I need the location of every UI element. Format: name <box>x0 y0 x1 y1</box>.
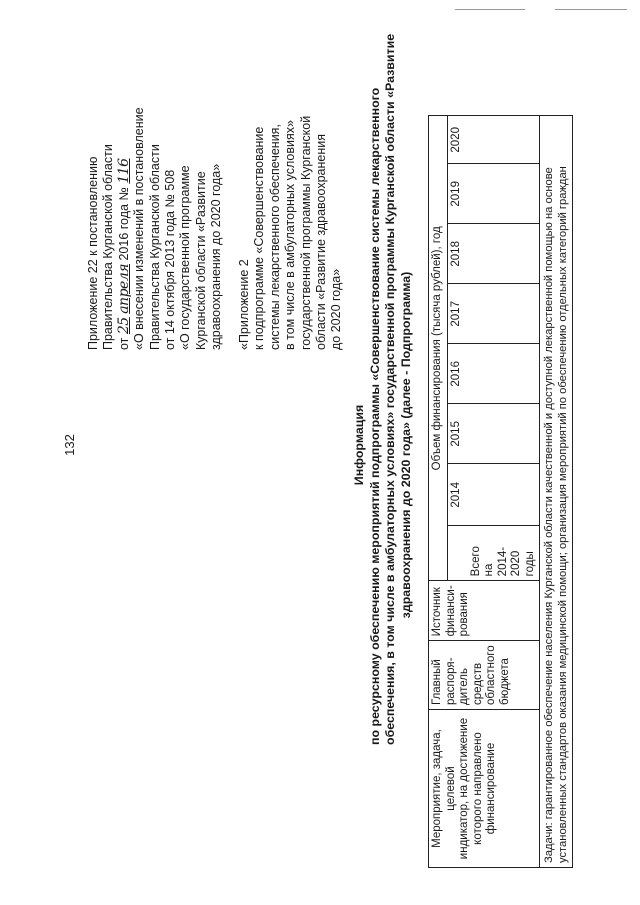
appendix-22-line: Правительства Курганской области <box>101 144 116 350</box>
appendix-22-line: Правительства Курганской области <box>147 144 162 350</box>
header-text: которого направлено <box>471 732 484 845</box>
header-text: областного <box>485 645 497 705</box>
header-year: 2020 <box>447 116 540 164</box>
heading-line: обеспечения, в том числе в амбулаторных условиях» государственной программы Курганской области «Развитие <box>383 33 397 745</box>
appendix-2-line: «Приложение 2 <box>237 259 251 350</box>
appendix-2-line: в том числе в амбулаторных условиях» <box>283 120 298 350</box>
appendix-22-line: Курганской области «Развитие <box>193 171 208 350</box>
header-text: Мероприятие, задача, целевой <box>431 729 457 848</box>
appendix-2-line: системы лекарственного обеспечения, <box>267 124 282 350</box>
appendix-22-line: Приложение 22 к постановлению <box>86 156 100 350</box>
header-total <box>447 526 540 581</box>
date-prefix: от <box>116 337 131 350</box>
table-header-row <box>429 116 448 868</box>
header-text: годы <box>523 551 536 577</box>
table-row <box>540 116 573 868</box>
appendix-2-line: к подпрограмме «Совершенствование <box>252 126 267 350</box>
header-year: 2019 <box>447 164 540 224</box>
heading-line: по ресурсному обеспечению мероприятий подпрограммы «Совершенствование системы лекарственного <box>367 87 382 745</box>
header-text: Главный <box>431 659 443 705</box>
tasks-text: Задачи: гарантированное обеспечение населения Курганской области качественной и доступной лекарственной помощью на основе <box>543 167 555 863</box>
header-year: 2014 <box>447 464 540 526</box>
header-manager <box>429 641 540 710</box>
scan-artifact <box>455 9 525 10</box>
header-year: 2017 <box>447 284 540 344</box>
tasks-cell <box>540 116 573 868</box>
header-year: 2018 <box>447 224 540 284</box>
header-text: дитель <box>458 668 470 705</box>
header-text: Всего на <box>469 546 495 577</box>
appendix-22-line: «О государственной программе <box>178 165 193 350</box>
header-text: средств <box>471 662 484 705</box>
scan-artifact <box>555 9 627 10</box>
header-text: бюджета <box>498 658 511 705</box>
header-year: 2015 <box>447 404 540 464</box>
tasks-text: установленных стандартов оказания медицинской помощи; организация мероприятий по обеспечению отдельных категорий граждан <box>557 166 569 863</box>
header-text: распоря- <box>444 657 457 705</box>
header-text: рования <box>458 592 470 637</box>
heading-title: Информация <box>352 404 366 486</box>
header-source <box>429 581 540 641</box>
header-text: финансирование <box>485 742 497 835</box>
page-number: 132 <box>62 434 77 456</box>
funding-table <box>428 115 573 868</box>
header-text: 2014-2020 <box>496 546 522 577</box>
appendix-22-date-line <box>117 30 132 350</box>
appendix-22-block <box>86 30 225 350</box>
header-year: 2016 <box>447 344 540 404</box>
appendix-2-line: области «Развитие здравоохранения <box>314 134 329 350</box>
appendix-22-line: «О внесении изменений в постановление <box>132 107 147 350</box>
header-text: Источник <box>431 587 443 637</box>
header-measure <box>429 710 540 868</box>
appendix-2-line: государственной программы Курганской <box>298 115 313 350</box>
appendix-2-block <box>237 50 345 350</box>
date-year-number: 2016 года № <box>116 187 131 261</box>
appendix-22-line: здравоохранения до 2020 года» <box>209 163 224 350</box>
header-text: индикатор, на достижение <box>458 717 470 860</box>
appendix-2-line: до 2020 года» <box>329 268 344 350</box>
handwritten-day: 25 <box>115 317 132 335</box>
document-heading <box>352 33 414 745</box>
appendix-22-line: от 14 октября 2013 года № 508 <box>163 169 178 350</box>
header-text: финанси- <box>444 585 457 637</box>
handwritten-month: апреля <box>115 264 132 314</box>
handwritten-number: 116 <box>115 158 132 184</box>
header-funding-group: Объем финансирования (тысяча рублей), год <box>429 116 448 581</box>
heading-line: здравоохранения до 2020 года» (далее - Подпрограмма) <box>398 271 413 619</box>
